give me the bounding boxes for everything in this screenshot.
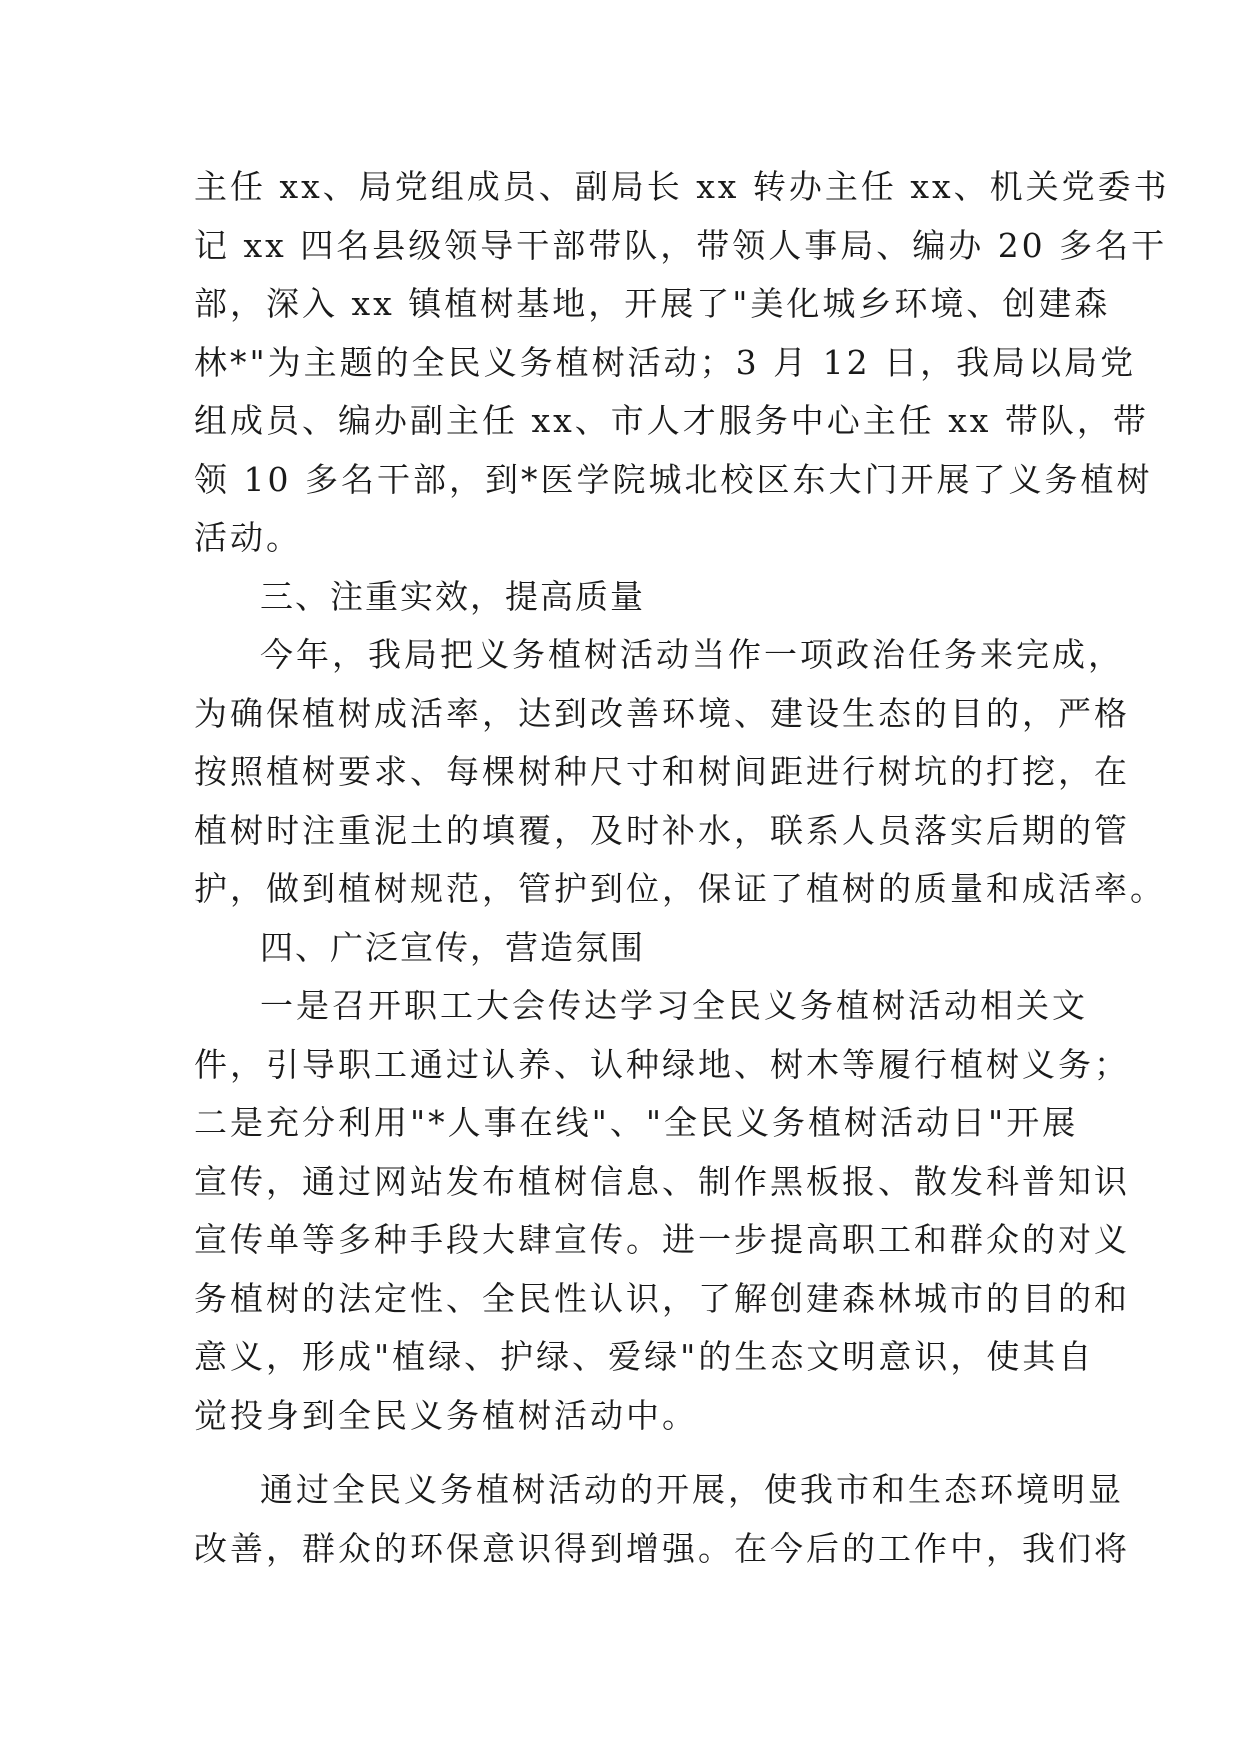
text-line: 为确保植树成活率，达到改善环境、建设生态的目的，严格 — [194, 693, 1130, 733]
text-line: 领 10 多名干部，到*医学院城北校区东大门开展了义务植树 — [194, 459, 1153, 499]
text-line: 件，引导职工通过认养、认种绿地、树木等履行植树义务； — [194, 1044, 1130, 1084]
text-line: 主任 xx、局党组成员、副局长 xx 转办主任 xx、机关党委书 — [194, 167, 1170, 206]
text-line: 二是充分利用"*人事在线"、"全民义务植树活动日"开展 — [194, 1103, 1079, 1142]
paragraph-conclusion — [194, 1461, 1130, 1578]
text-line: 意义，形成"植绿、护绿、爱绿"的生态文明意识，使其自 — [194, 1337, 1095, 1376]
paragraph-activity-details — [194, 158, 1170, 568]
text-line: 一是召开职工大会传达学习全民义务植树活动相关文 — [260, 986, 1088, 1025]
text-line: 林*"为主题的全民义务植树活动；3 月 12 日，我局以局党 — [194, 342, 1137, 382]
text-line: 记 xx 四名县级领导干部带队，带领人事局、编办 20 多名干 — [194, 225, 1168, 265]
section-heading-publicity: 四、广泛宣传，营造氛围 — [260, 927, 645, 967]
text-line: 今年，我局把义务植树活动当作一项政治任务来完成， — [260, 635, 1124, 674]
text-line: 务植树的法定性、全民性认识，了解创建森林城市的目的和 — [194, 1278, 1130, 1318]
text-line: 宣传，通过网站发布植树信息、制作黑板报、散发科普知识 — [194, 1161, 1130, 1201]
document-page — [194, 158, 1170, 1578]
text-line: 按照植树要求、每棵树种尺寸和树间距进行树坑的打挖，在 — [194, 752, 1130, 791]
text-line: 部，深入 xx 镇植树基地，开展了"美化城乡环境、创建森 — [194, 284, 1111, 323]
text-line: 植树时注重泥土的填覆，及时补水，联系人员落实后期的管 — [194, 810, 1130, 850]
text-line: 通过全民义务植树活动的开展，使我市和生态环境明显 — [260, 1470, 1124, 1509]
section-heading-quality: 三、注重实效，提高质量 — [260, 576, 645, 616]
text-line: 护，做到植树规范，管护到位，保证了植树的质量和成活率。 — [194, 869, 1166, 908]
text-line: 觉投身到全民义务植树活动中。 — [194, 1395, 698, 1435]
text-line: 宣传单等多种手段大肆宣传。进一步提高职工和群众的对义 — [194, 1220, 1130, 1259]
text-line: 改善，群众的环保意识得到增强。在今后的工作中，我们将 — [194, 1528, 1130, 1568]
text-line: 活动。 — [194, 518, 302, 557]
paragraph-publicity — [194, 977, 1130, 1445]
text-line: 组成员、编办副主任 xx、市人才服务中心主任 xx 带队，带 — [194, 401, 1149, 440]
paragraph-quality — [194, 626, 1166, 919]
